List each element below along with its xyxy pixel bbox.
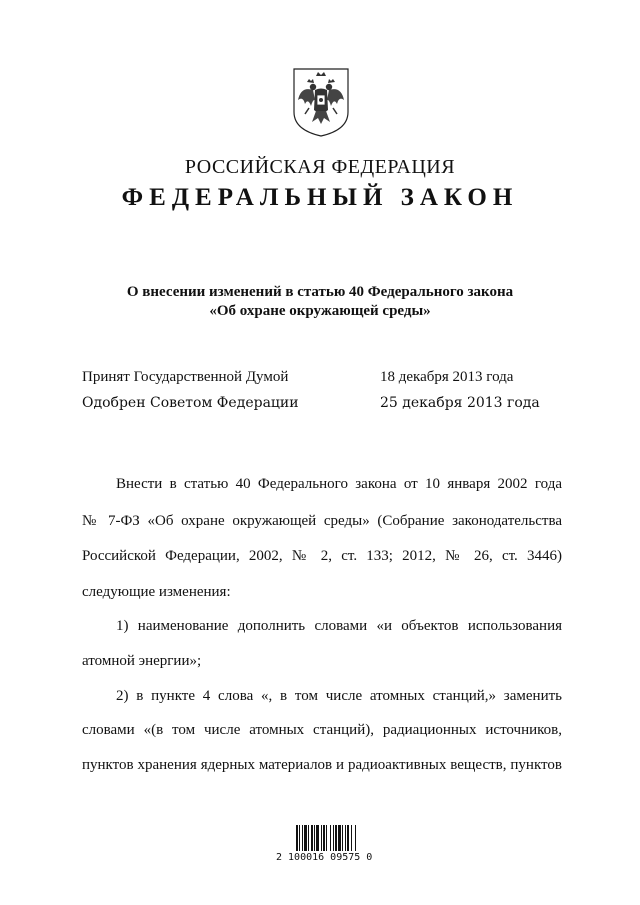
law-title [60,283,580,321]
law-title-line-2: «Об охране окружающей среды» [209,303,431,319]
russian-coat-of-arms-icon [291,66,351,138]
adoption-row-federation-council [82,395,562,415]
adoption-body: Принят Государственной Думой [82,369,289,385]
body-line-9: пунктов хранения ядерных материалов и радиоактивных веществ, пунктов [82,757,562,773]
body-line-1: Внести в статью 40 Федерального закона от 10 января 2002 года [116,476,562,492]
document-type: ФЕДЕРАЛЬНЫЙ ЗАКОН [121,184,519,211]
body-line-4: следующие изменения: [82,584,231,600]
body-line-7: 2) в пункте 4 слова «, в том числе атомных станций,» заменить [116,688,562,704]
body-line-5: 1) наименование дополнить словами «и объектов использования [116,618,562,634]
country-name: РОССИЙСКАЯ ФЕДЕРАЦИЯ [184,156,456,178]
body-line-6: атомной энергии»; [82,653,202,669]
law-title-line-1: О внесении изменений в статью 40 Федерального закона [126,284,514,300]
barcode-number: 2 100016 09575 0 [276,852,373,863]
adoption-row-duma [82,369,562,389]
body-line-2: № 7-ФЗ «Об охране окружающей среды» (Собрание законодательства [82,513,562,529]
adoption-date: 18 декабря 2013 года [380,369,514,385]
body-line-8: словами «(в том числе атомных станций), радиационных источников, [82,722,562,738]
adoption-date: 25 декабря 2013 года [380,395,540,411]
body-line-3: Российской Федерации, 2002, № 2, ст. 133; 2012, № 26, ст. 3446) [82,548,562,564]
adoption-body: Одобрен Советом Федерации [82,395,299,411]
